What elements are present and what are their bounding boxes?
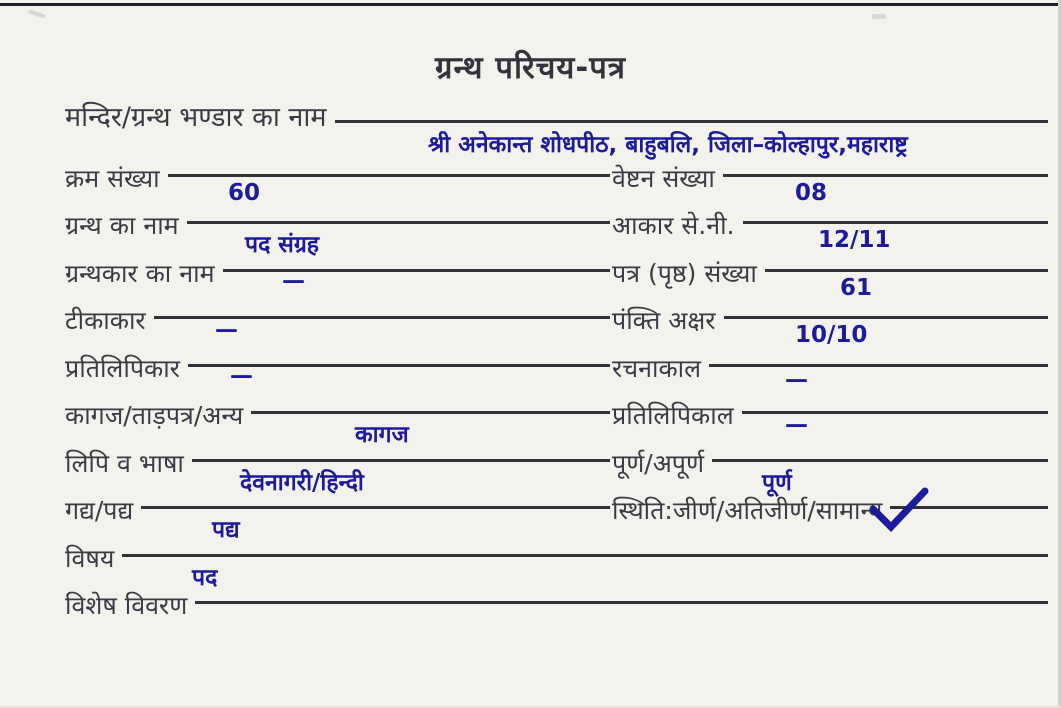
field-row-gadya-padya xyxy=(65,495,610,543)
field-label: मन्दिर/ग्रन्थ भण्डार का नाम xyxy=(65,102,327,133)
fill-line xyxy=(712,459,1048,462)
fill-line xyxy=(709,364,1048,367)
fill-line xyxy=(251,411,610,414)
field-label: रचनाकाल xyxy=(612,354,702,383)
fill-line xyxy=(743,221,1048,224)
fill-line xyxy=(724,316,1048,319)
field-value: — xyxy=(230,363,253,389)
scan-top-edge xyxy=(0,3,1061,6)
field-row-mandir-name xyxy=(65,101,1048,158)
field-label: विशेष विवरण xyxy=(65,591,188,620)
field-row-pratilipikaar xyxy=(65,353,610,389)
field-label: पंक्ति अक्षर xyxy=(612,306,716,335)
field-row-vishesh-vivaran xyxy=(65,590,1048,621)
field-row-sthiti xyxy=(612,495,1048,526)
field-value: कागज xyxy=(355,422,409,448)
fill-line xyxy=(723,174,1048,177)
fill-line xyxy=(765,269,1048,272)
field-row-vishay xyxy=(65,543,1048,591)
field-value: 08 xyxy=(795,180,828,206)
scan-artifact xyxy=(28,9,46,18)
field-row-kagaj xyxy=(65,400,610,448)
field-row-tikakar xyxy=(65,305,610,343)
page-title: ग्रन्थ परिचय-पत्र xyxy=(435,50,626,86)
field-value: — xyxy=(785,367,808,393)
field-value: — xyxy=(215,317,238,343)
field-label: टीकाकार xyxy=(65,306,146,335)
field-label: ग्रन्थ का नाम xyxy=(65,211,179,240)
fill-line xyxy=(335,120,1048,123)
field-label: पत्र (पृष्ठ) संख्या xyxy=(612,259,757,288)
field-value: पद्य xyxy=(212,517,240,543)
field-label: क्रम संख्या xyxy=(65,164,160,193)
field-row-veshtan-sankhya xyxy=(612,163,1048,206)
field-value: 61 xyxy=(840,275,873,301)
fill-line xyxy=(187,221,610,224)
fill-line xyxy=(192,459,610,462)
field-row-aakar xyxy=(612,210,1048,253)
fill-line xyxy=(223,269,610,272)
field-value: 60 xyxy=(228,180,261,206)
field-value: — xyxy=(282,268,305,294)
field-label: स्थिति:जीर्ण/अतिजीर्ण/सामान्य xyxy=(612,496,883,525)
field-value: पूर्ण xyxy=(762,470,792,496)
fill-line xyxy=(122,554,1048,557)
field-label: प्रतिलिपिकाल xyxy=(612,401,734,430)
field-row-granthkar-naam xyxy=(65,258,610,294)
field-row-pankti-akshar xyxy=(612,305,1048,348)
fill-line xyxy=(141,506,610,509)
field-value: श्री अनेकान्त शोधपीठ, बाहुबलि, जिला–कोल्हापुर,महाराष्ट्र xyxy=(428,132,908,158)
fill-line xyxy=(168,174,610,177)
field-value: — xyxy=(785,412,808,438)
field-row-granth-naam xyxy=(65,210,610,258)
checkmark-icon xyxy=(868,486,930,532)
field-row-lipi-bhasha xyxy=(65,448,610,496)
field-label: विषय xyxy=(65,544,115,573)
field-label: वेष्टन संख्या xyxy=(612,164,715,193)
field-label: गद्य/पद्य xyxy=(65,496,134,525)
field-label: आकार से.नी. xyxy=(612,211,735,240)
field-row-kram-sankhya xyxy=(65,163,610,206)
field-label: ग्रन्थकार का नाम xyxy=(65,259,215,288)
field-value: पद संग्रह xyxy=(245,232,320,258)
field-value: 10/10 xyxy=(795,322,868,348)
field-row-patra-sankhya xyxy=(612,258,1048,301)
field-value: 12/11 xyxy=(818,227,891,253)
scan-artifact xyxy=(872,14,886,19)
field-row-rachnakaal xyxy=(612,353,1048,393)
field-row-pratilipikaal xyxy=(612,400,1048,438)
field-row-purn-apurn xyxy=(612,448,1048,496)
field-value: पद xyxy=(192,565,218,591)
field-label: लिपि व भाषा xyxy=(65,449,184,478)
fill-line xyxy=(195,601,1048,604)
field-label: प्रतिलिपिकार xyxy=(65,354,180,383)
field-label: कागज/ताड़पत्र/अन्य xyxy=(65,401,244,430)
field-label: पूर्ण/अपूर्ण xyxy=(612,449,705,478)
field-value: देवनागरी/हिन्दी xyxy=(240,470,364,496)
